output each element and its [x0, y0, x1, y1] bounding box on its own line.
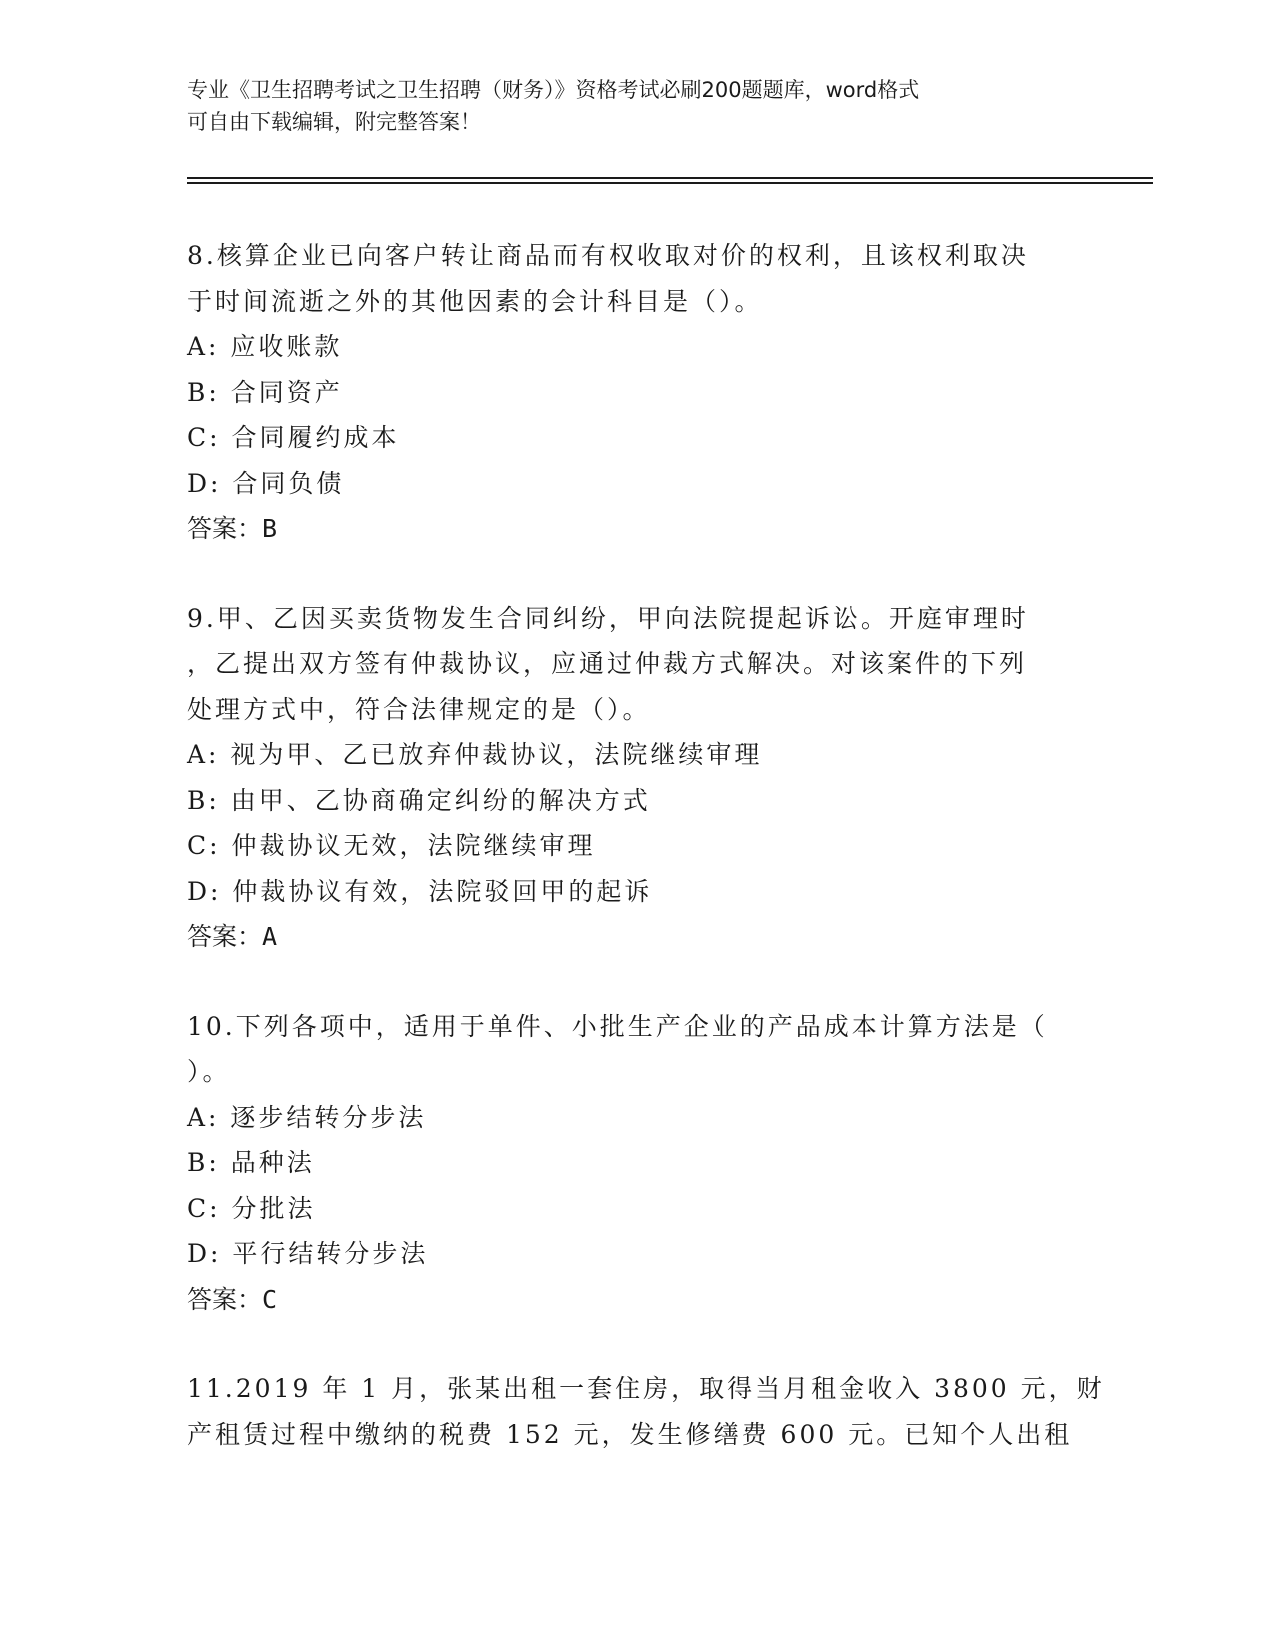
question-text: 处理方式中，符合法律规定的是（）。 — [187, 694, 651, 724]
answer-value: C — [262, 1284, 278, 1314]
answer-label: 答案： — [187, 1284, 263, 1314]
option-b: B: 合同资产 — [187, 377, 343, 407]
question-list — [187, 233, 1105, 1501]
question-9 — [187, 596, 1087, 960]
question-text: 产租赁过程中缴纳的税费 152 元，发生修缮费 600 元。已知个人出租 — [187, 1419, 1073, 1449]
question-text: 11.2019 年 1 月，张某出租一套住房，取得当月租金收入 3800 元，财 — [187, 1374, 1105, 1403]
answer-label: 答案： — [187, 922, 263, 951]
option-c: C: 仲裁协议无效，法院继续审理 — [187, 831, 596, 860]
question-10 — [187, 1004, 1087, 1323]
answer-line — [187, 914, 1087, 960]
header-line-2: 可自由下载编辑，附完整答案！ — [187, 110, 481, 134]
option-c: C: 合同履约成本 — [187, 423, 400, 452]
answer-line — [187, 506, 1087, 552]
option-a: A: 逐步结转分步法 — [187, 1102, 427, 1132]
question-11 — [187, 1366, 1105, 1457]
option-d: D: 仲裁协议有效，法院驳回甲的起诉 — [187, 876, 653, 906]
answer-value: A — [262, 922, 278, 951]
header-divider-bottom — [187, 182, 1153, 184]
answer-value: B — [262, 514, 278, 543]
option-d: D: 平行结转分步法 — [187, 1239, 429, 1268]
option-a: A: 应收账款 — [187, 332, 343, 361]
answer-label: 答案： — [187, 514, 263, 543]
question-text: 9.甲、乙因买卖货物发生合同纠纷，甲向法院提起诉讼。开庭审理时 — [187, 603, 1029, 633]
header-divider-top — [187, 177, 1153, 179]
option-c: C: 分批法 — [187, 1193, 316, 1223]
question-text: ，乙提出双方签有仲裁协议，应通过仲裁方式解决。对该案件的下列 — [187, 649, 1028, 678]
document-header — [187, 74, 1067, 138]
option-d: D: 合同负债 — [187, 468, 345, 498]
question-text: 于时间流逝之外的其他因素的会计科目是（）。 — [187, 286, 763, 316]
question-text: ）。 — [187, 1057, 231, 1086]
option-b: B: 品种法 — [187, 1148, 315, 1177]
question-text: 10.下列各项中，适用于单件、小批生产企业的产品成本计算方法是（ — [187, 1011, 1048, 1041]
question-text: 8.核算企业已向客户转让商品而有权收取对价的权利，且该权利取决 — [187, 241, 1029, 270]
option-a: A: 视为甲、乙已放弃仲裁协议，法院继续审理 — [187, 740, 763, 769]
header-line-1: 专业《卫生招聘考试之卫生招聘（财务）》资格考试必刷200题题库，word格式 — [187, 78, 920, 102]
question-8 — [187, 233, 1087, 552]
answer-line — [187, 1277, 1087, 1323]
option-b: B: 由甲、乙协商确定纠纷的解决方式 — [187, 785, 651, 815]
